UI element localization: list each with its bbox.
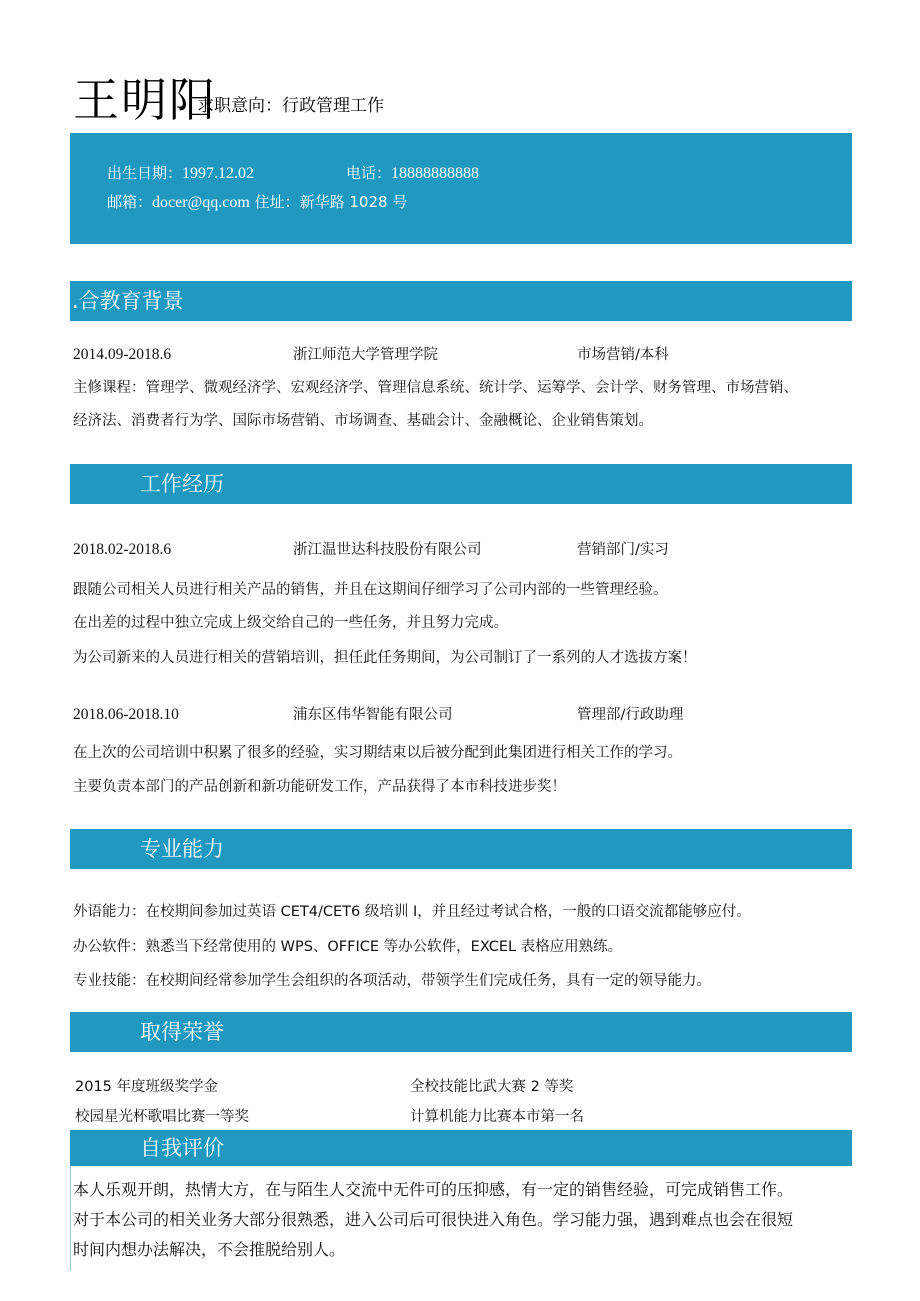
job-role: 营销部门/实习 [577,542,669,558]
job-detail-line: 在出差的过程中独立完成上级交给自己的一些任务，并且努力完成。 [73,615,508,631]
job-detail-line: 主要负责本部门的产品创新和新功能研发工作，产品获得了本市科技进步奖！ [73,779,566,795]
job-objective: 求职意向：行政管理工作 [197,96,384,116]
education-major: 市场营销/本科 [577,347,669,363]
address-label: 住址： [254,193,300,211]
honor-item: 计算机能力比赛本市第一名 [410,1109,584,1125]
email-address-row [107,191,407,214]
self-eval-line: 时间内想办法解决，不会推脱给别人。 [73,1240,346,1259]
email-value: docer@qq.com [152,194,250,211]
honor-item: 校园星光杯歌唱比赛一等奖 [75,1109,249,1125]
candidate-name: 王明阳 [73,73,217,127]
job-period: 2018.02-2018.6 [73,541,172,558]
job-period: 2018.06-2018.10 [73,706,179,723]
skill-line: 专业技能：在校期间经常参加学生会组织的各项活动，带领学生们完成任务，具有一定的领导能力。 [73,973,711,989]
phone-value: 18888888888 [391,165,480,182]
honor-item: 2015 年度班级奖学金 [75,1079,219,1095]
honors-section-title: 取得荣誉 [140,1020,224,1044]
birth-date-label: 出生日期： [107,164,183,182]
education-school: 浙江师范大学管理学院 [293,347,438,363]
education-period: 2014.09-2018.6 [73,346,172,363]
self-eval-section-title: 自我评价 [140,1136,224,1160]
job-company: 浙江温世达科技股份有限公司 [293,542,482,558]
address-value: 新华路 1028 号 [299,193,408,211]
job-detail-line: 在上次的公司培训中积累了很多的经验，实习期结束以后被分配到此集团进行相关工作的学习。 [73,745,682,761]
self-eval-section-header [70,1130,852,1166]
self-eval-line: 对于本公司的相关业务大部分很熟悉，进入公司后可很快进入角色。学习能力强，遇到难点也会在很短 [73,1210,794,1229]
skills-section-title: 专业能力 [140,837,224,861]
job-role: 管理部/行政助理 [577,707,684,723]
honor-item: 全校技能比武大赛 2 等奖 [410,1079,574,1095]
skills-section-header [70,829,852,869]
education-section-header [70,281,852,321]
birth-date-row [107,162,254,185]
email-label: 邮箱： [107,193,153,211]
skill-line: 办公软件：熟悉当下经常使用的 WPS、OFFICE 等办公软件，EXCEL 表格应用熟练。 [73,939,623,955]
work-section-header [70,464,852,504]
job-detail-line: 跟随公司相关人员进行相关产品的销售，并且在这期间仔细学习了公司内部的一些管理经验。 [73,582,668,598]
education-courses-line-1: 主修课程：管理学、微观经济学、宏观经济学、管理信息系统、统计学、运筹学、会计学、财务管理、市场营销、 [73,380,798,396]
personal-info-box [70,133,852,244]
education-section-title: .合教育背景 [72,289,184,313]
phone-row [346,162,479,185]
honors-section-header [70,1012,852,1052]
education-courses-line-2: 经济法、消费者行为学、国际市场营销、市场调查、基础会计、金融概论、企业销售策划。 [73,413,653,429]
phone-label: 电话： [346,164,392,182]
skill-line: 外语能力：在校期间参加过英语 CET4/CET6 级培训 I，并且经过考试合格，一般的口语交流都能够应付。 [73,904,751,920]
birth-date-value: 1997.12.02 [182,165,255,182]
job-company: 浦东区伟华智能有限公司 [293,707,453,723]
self-eval-line: 本人乐观开朗，热情大方，在与陌生人交流中无件可的压抑感，有一定的销售经验，可完成销售工作。 [73,1180,794,1199]
work-section-title: 工作经历 [140,472,224,496]
job-detail-line: 为公司新来的人员进行相关的营销培训，担任此任务期间，为公司制订了一系列的人才选拔方案！ [73,650,697,666]
